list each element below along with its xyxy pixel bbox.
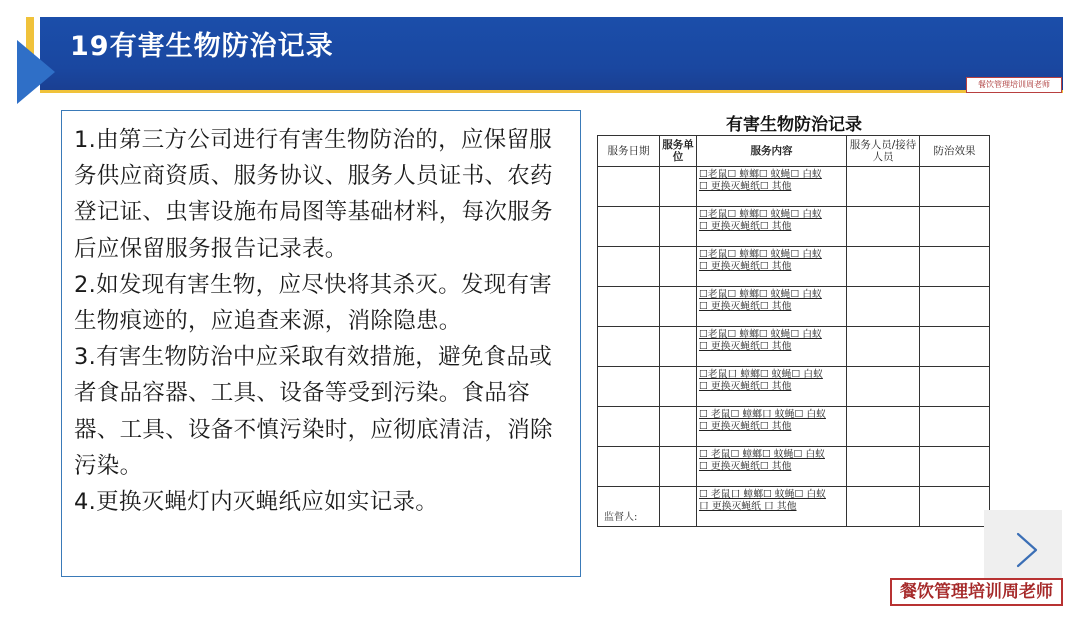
service-options-line2: ☐ 更换灭蝇纸☐ 其他 [699, 380, 792, 392]
cell-effect[interactable] [920, 287, 990, 327]
column-header-unit: 服务单位 [660, 136, 697, 167]
header-triangle-decoration [17, 40, 55, 104]
cell-unit[interactable] [660, 247, 697, 287]
cell-content [697, 287, 847, 327]
cell-effect[interactable] [920, 367, 990, 407]
cell-staff[interactable] [847, 247, 920, 287]
header-watermark-stamp: 餐饮管理培训周老师 [966, 77, 1062, 93]
cell-date[interactable] [598, 447, 660, 487]
table-row [598, 287, 990, 327]
slide-title: 19有害生物防治记录 [70, 31, 334, 62]
cell-unit[interactable] [660, 487, 697, 527]
paragraph-1: 1.由第三方公司进行有害生物防治的，应保留服务供应商资质、服务协议、服务人员证书、农药登记证、虫害设施布局图等基础材料，每次服务后应保留服务报告记录表。 [74, 127, 553, 262]
table-row [598, 407, 990, 447]
table-row [598, 247, 990, 287]
watermark-stamp: 餐饮管理培训周老师 [890, 578, 1063, 606]
cell-content [697, 487, 847, 527]
cell-content [697, 367, 847, 407]
cell-unit[interactable] [660, 207, 697, 247]
cell-content [697, 167, 847, 207]
cell-staff[interactable] [847, 487, 920, 527]
service-options-line1: ☐ 老鼠☐ 蟑螂☐ 蚊蝇☐ 白蚁 [699, 449, 825, 460]
cell-effect[interactable] [920, 207, 990, 247]
cell-staff[interactable] [847, 287, 920, 327]
cell-date[interactable] [598, 167, 660, 207]
cell-date[interactable] [598, 247, 660, 287]
cell-staff[interactable] [847, 407, 920, 447]
service-options-line1: ☐老鼠☐ 蟑螂☐ 蚊蝇☐ 白蚁 [699, 169, 822, 180]
service-options-line2: ☐ 更换灭蝇纸☐ 其他 [699, 300, 792, 312]
column-header-content: 服务内容 [697, 136, 847, 167]
cell-staff[interactable] [847, 367, 920, 407]
service-options-line1: ☐老鼠☐ 蟑螂☐ 蚊蝇☐ 白蚁 [699, 329, 822, 340]
cell-date[interactable] [598, 367, 660, 407]
cell-staff[interactable] [847, 207, 920, 247]
column-header-effect: 防治效果 [920, 136, 990, 167]
table-row [598, 447, 990, 487]
service-options-line2: ☐ 更换灭蝇纸☐ 其他 [699, 260, 792, 272]
cell-effect[interactable] [920, 247, 990, 287]
service-options-line2: 口 更换灭蝇纸 口 其他 [699, 500, 797, 512]
cell-content [697, 207, 847, 247]
cell-content [697, 447, 847, 487]
form-title: 有害生物防治记录 [726, 115, 862, 135]
cell-date[interactable] [598, 287, 660, 327]
cell-effect[interactable] [920, 167, 990, 207]
cell-effect[interactable] [920, 407, 990, 447]
service-options-line2: ☐ 更换灭蝇纸☐ 其他 [699, 220, 792, 232]
cell-date[interactable] [598, 407, 660, 447]
column-header-staff: 服务人员/接待人员 [847, 136, 920, 167]
text-panel [61, 110, 581, 577]
service-options-line2: ☐ 更换灭蝇纸☐ 其他 [699, 340, 792, 352]
cell-content [697, 407, 847, 447]
cell-unit[interactable] [660, 167, 697, 207]
cell-date[interactable] [598, 207, 660, 247]
cell-unit[interactable] [660, 287, 697, 327]
table-row [598, 327, 990, 367]
chevron-right-icon[interactable] [1012, 530, 1042, 570]
cell-staff[interactable] [847, 167, 920, 207]
service-options-line1: ☐ 老鼠☐ 蟑螂口 蚊蝇☐ 白蚁 [699, 409, 826, 420]
record-form-table [597, 135, 990, 527]
cell-unit[interactable] [660, 327, 697, 367]
service-options-line1: ☐ 老鼠口 蟑螂☐ 蚊蝇☐ 白蚁 [699, 489, 826, 500]
cell-effect[interactable] [920, 447, 990, 487]
table-header-row [598, 136, 990, 167]
cell-unit[interactable] [660, 447, 697, 487]
cell-date[interactable] [598, 327, 660, 367]
supervisor-label: 监督人: [604, 512, 638, 523]
service-options-line2: ☐ 更换灭蝇纸☐ 其他 [699, 420, 792, 432]
cell-unit[interactable] [660, 407, 697, 447]
cell-effect[interactable] [920, 487, 990, 527]
paragraph-2: 2.如发现有害生物，应尽快将其杀灭。发现有害生物痕迹的，应追查来源，消除隐患。 [74, 271, 553, 335]
column-header-date: 服务日期 [598, 136, 660, 167]
cell-content [697, 247, 847, 287]
service-options-line1: ☐老鼠☐ 蟑螂☐ 蚊蝇☐ 白蚁 [699, 249, 822, 260]
service-options-line1: ☐老鼠☐ 蟑螂☐ 蚊蝇☐ 白蚁 [699, 209, 822, 220]
service-options-line1: ☐老鼠☐ 蟑螂☐ 蚊蝇☐ 白蚁 [699, 289, 822, 300]
cell-content [697, 327, 847, 367]
service-options-line2: ☐ 更换灭蝇纸☐ 其他 [699, 460, 792, 472]
cell-staff[interactable] [847, 447, 920, 487]
cell-unit[interactable] [660, 367, 697, 407]
table-row [598, 207, 990, 247]
paragraph-3: 3.有害生物防治中应采取有效措施，避免食品或者食品容器、工具、设备等受到污染。食品容器、工具、设备不慎污染时，应彻底清洁，消除污染。 [74, 344, 553, 479]
cell-effect[interactable] [920, 327, 990, 367]
cell-staff[interactable] [847, 327, 920, 367]
table-row [598, 367, 990, 407]
paragraph-4: 4.更换灭蝇灯内灭蝇纸应如实记录。 [74, 489, 439, 516]
service-options-line2: ☐ 更换灭蝇纸☐ 其他 [699, 180, 792, 192]
service-options-line1: ☐老鼠口 蟑螂☐ 蚊蝇☐ 白蚁 [699, 369, 823, 380]
table-row [598, 167, 990, 207]
table-row [598, 487, 990, 527]
